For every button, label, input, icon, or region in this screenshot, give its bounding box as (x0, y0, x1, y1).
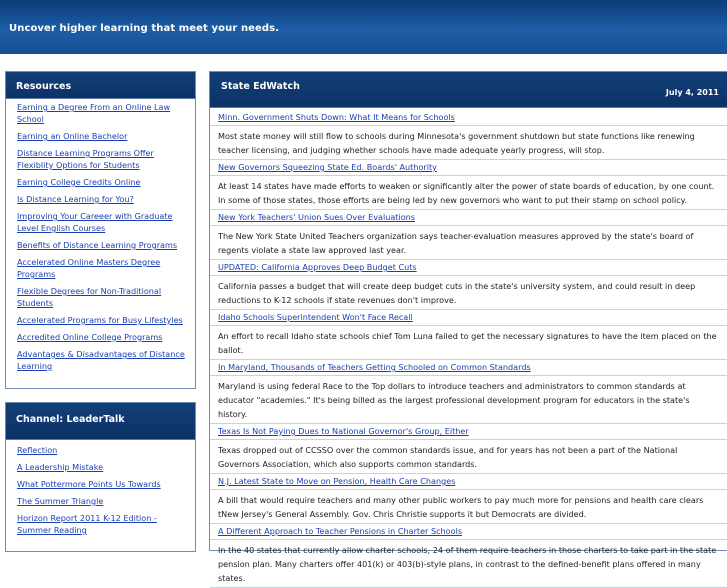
news-item (218, 310, 719, 360)
site-tagline: Uncover higher learning that meet your needs. (9, 23, 280, 34)
header-banner (0, 0, 727, 54)
news-item (218, 260, 719, 310)
list-item (17, 211, 187, 235)
news-item (218, 474, 719, 524)
resource-link[interactable]: Improving Your Careeer with Graduate Level English Courses (17, 211, 173, 233)
resources-title: Resources (6, 72, 195, 99)
news-headline-link[interactable]: N.J. Latest State to Move on Pension, Health Care Changes (218, 476, 456, 486)
news-summary: A bill that would require teachers and many other public workers to pay much more for pensions and health care clears tNew Jersey's General Assembly. Gov. Chris Christie supports it but Democrats are divided. (210, 489, 727, 524)
list-item (17, 462, 187, 474)
edwatch-date: July 4, 2011 (665, 88, 719, 97)
edwatch-title: State EdWatch (221, 81, 300, 92)
leadertalk-list (6, 440, 195, 537)
news-item (218, 110, 719, 160)
list-item (17, 102, 187, 126)
news-headline-link[interactable]: UPDATED: California Approves Deep Budget Cuts (218, 262, 417, 272)
resources-panel (5, 71, 196, 389)
news-summary: Maryland is using federal Race to the Top dollars to introduce teachers and administrators to common standards at educator "academies." It's being billed as the largest professional development program for educators in the state's history. (210, 375, 727, 424)
news-item (218, 210, 719, 260)
news-list (210, 108, 727, 588)
list-item (17, 315, 187, 327)
list-item (17, 349, 187, 373)
resource-link[interactable]: Accredited Online College Programs (17, 332, 163, 342)
list-item (17, 240, 187, 252)
list-item (17, 479, 187, 491)
resource-link[interactable]: Flexible Degrees for Non-Traditional Students (17, 286, 162, 308)
resource-link[interactable]: Is Distance Learning for You? (17, 194, 134, 204)
state-edwatch-panel (209, 71, 727, 583)
list-item (17, 445, 187, 457)
news-summary: An effort to recall Idaho state schools chief Tom Luna failed to get the necessary signatures to have the item placed on the ballot. (210, 325, 727, 360)
news-item (218, 524, 719, 588)
news-item (218, 360, 719, 424)
resource-link[interactable]: Earning an Online Bachelor (17, 131, 128, 141)
list-item (17, 513, 187, 537)
resource-link[interactable]: Earning College Credits Online (17, 177, 141, 187)
resource-link[interactable]: Accelerated Programs for Busy Lifestyles (17, 315, 183, 325)
resource-link[interactable]: Accelerated Online Masters Degree Programs (17, 257, 161, 279)
list-item (17, 257, 187, 281)
news-summary: California passes a budget that will create deep budget cuts in the state's university system, and could result in deep reductions to K-12 schools if state revenues don't improve. (210, 275, 727, 310)
news-summary: In the 40 states that currently allow charter schools, 24 of them require teachers in those charters to take part in the state pension plan. Many charters offer 401(k) or 403(b)-style plans, in contrast to the defined-benefit plans offered in many states. (210, 539, 727, 588)
news-summary: Most state money will still flow to schools during Minnesota's government shutdown but state functions like renewing teacher licensing, and judging whether schools have made adequate yearly progress, will stop. (210, 125, 727, 160)
news-headline-link[interactable]: Minn. Government Shuts Down: What It Means for Schools (218, 112, 455, 122)
leadertalk-link[interactable]: Reflection (17, 445, 58, 455)
leadertalk-link[interactable]: The Summer Triangle (17, 496, 104, 506)
news-item (218, 160, 719, 210)
resources-list (6, 99, 195, 373)
list-item (17, 194, 187, 206)
list-item (17, 177, 187, 189)
list-item (17, 286, 187, 310)
leadertalk-link[interactable]: Horizon Report 2011 K-12 Edition - Summer Reading (17, 513, 157, 535)
news-headline-link[interactable]: A Different Approach to Teacher Pensions in Charter Schools (218, 526, 463, 536)
resource-link[interactable]: Advantages & Disadvantages of Distance Learning (17, 349, 185, 371)
news-summary: At least 14 states have made efforts to weaken or significantly alter the power of state boards of education, by one count. In some of those states, those efforts are being led by new governors who want to put their stamp on school policy. (210, 175, 727, 210)
news-headline-link[interactable]: Idaho Schools Superintendent Won't Face Recall (218, 312, 413, 322)
list-item (17, 496, 187, 508)
news-headline-link[interactable]: New Governors Squeezing State Ed. Boards' Authority (218, 162, 437, 172)
news-headline-link[interactable]: New York Teachers' Union Sues Over Evaluations (218, 212, 415, 222)
news-item (218, 424, 719, 474)
resource-link[interactable]: Benefits of Distance Learning Programs (17, 240, 178, 250)
leadertalk-link[interactable]: What Pottermore Points Us Towards (17, 479, 161, 489)
news-headline-link[interactable]: In Maryland, Thousands of Teachers Getting Schooled on Common Standards (218, 362, 531, 372)
news-headline-link[interactable]: Texas Is Not Paying Dues to National Governor's Group, Either (218, 426, 469, 436)
resource-link[interactable]: Distance Learning Programs Offer Flexiblity Options for Students (17, 148, 154, 170)
leadertalk-link[interactable]: A Leadership Mistake (17, 462, 104, 472)
news-summary: The New York State United Teachers organization says teacher-evaluation measures approved by the state's board of regents violate a state law approved last year. (210, 225, 727, 260)
list-item (17, 332, 187, 344)
leadertalk-panel (5, 402, 196, 552)
leadertalk-title: Channel: LeaderTalk (6, 403, 195, 440)
news-summary: Texas dropped out of CCSSO over the common standards issue, and for years has not been a part of the National Governors Association, which also supports common standards. (210, 439, 727, 474)
list-item (17, 131, 187, 143)
list-item (17, 148, 187, 172)
edwatch-header (210, 72, 727, 108)
resource-link[interactable]: Earning a Degree From an Online Law School (17, 102, 171, 124)
